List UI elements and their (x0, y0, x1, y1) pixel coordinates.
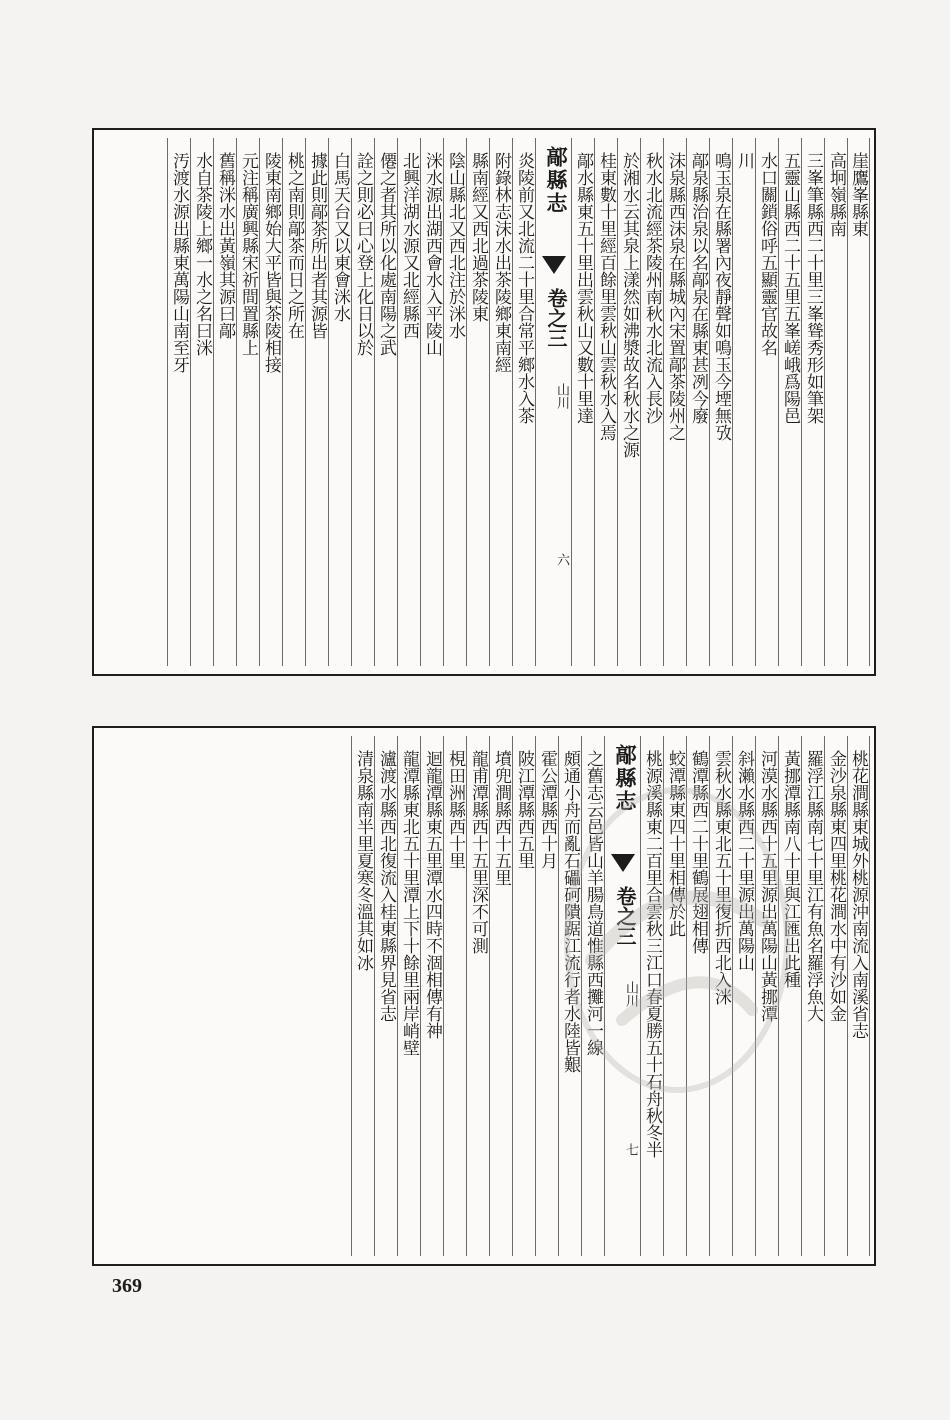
text-column: 三峯筆縣西二十里三峯聳秀形如筆架 (801, 138, 824, 666)
bottom-page-frame (92, 726, 876, 1266)
text-column: 龍甫潭縣西十五里深不可測 (466, 736, 489, 1256)
fishtail-mark-icon (540, 254, 568, 276)
top-page-frame (92, 128, 876, 676)
text-column: 北興洋湖水源又北經縣西 (397, 138, 420, 666)
volume-label: 卷之三 (613, 886, 637, 946)
text-column: 舊稱洣水出黃嶺其源曰鄗 (213, 138, 236, 666)
text-column: 水自茶陵上鄉一水之名曰洣 (190, 138, 213, 666)
text-column: 炎陵前又北流二十里合常平鄉水入茶 (512, 138, 535, 666)
text-column: 崖鷹峯縣東 (847, 138, 870, 666)
text-column: 秋水北流經茶陵州南秋水北流入長沙 (640, 138, 663, 666)
text-column: 桃花澗縣東城外桃源沖南流入南溪省志 (847, 736, 870, 1256)
text-column: 雲秋水縣東北五十里復折西北入洣 (709, 736, 732, 1256)
bottom-text-columns (98, 736, 870, 1256)
text-column: 迴龍潭縣東五里潭水四時不涸相傳有神 (420, 736, 443, 1256)
text-column: 羅浮江縣南七十里江有魚名羅浮魚大 (801, 736, 824, 1256)
text-column: 霍公潭縣西十月 (535, 736, 558, 1256)
text-column: 縣南經又西北過茶陵東 (466, 138, 489, 666)
text-column: 之舊志云邑皆山羊腸鳥道惟縣西攤河一線 (581, 736, 604, 1256)
text-column: 於湘水云其泉上漾然如沸漿故名秋水之源 (617, 138, 640, 666)
text-column: 汚渡水源出縣東萬陽山南至牙 (167, 138, 190, 666)
text-column: 河漠水縣西十五里源出萬陽山黃挪潭 (755, 736, 778, 1256)
book-title: 鄗縣志 (544, 146, 569, 215)
text-column: 桃源溪縣東二百里合雲秋三江口春夏勝五十石舟秋冬半 (640, 736, 663, 1256)
text-column: 斜瀨水縣西二十里源出萬陽山 (732, 736, 755, 1256)
page-number: 369 (112, 1275, 142, 1297)
text-column: 水口關鎖俗呼五顯靈官故名 (755, 138, 778, 666)
text-column: 川 (732, 138, 755, 666)
text-column: 頗通小舟而亂石礧砢隤踞江流行者水陸皆艱 (558, 736, 581, 1256)
text-column: 蛟潭縣東四十里相傳於此 (663, 736, 686, 1256)
text-column: 白馬天台又以東會洣水 (328, 138, 351, 666)
text-column: 鄗水縣東五十里出雲秋山又數十里達 (571, 138, 594, 666)
folio-number: 六 (554, 553, 569, 566)
text-column: 鳴玉泉在縣署內夜靜聲如鳴玉今堙無攷 (709, 138, 732, 666)
section-label: 山川 (623, 981, 638, 1007)
folio-number: 七 (623, 1143, 638, 1156)
center-spine (604, 736, 640, 1256)
text-column: 陵東南鄉始大平皆與茶陵相接 (259, 138, 282, 666)
text-column: 洣水源出湖西會水入平陵山 (420, 138, 443, 666)
center-spine (535, 138, 571, 666)
text-column: 鄗泉縣治泉以名鄗泉在縣東甚冽今廢 (686, 138, 709, 666)
text-column: 附錄林志沫水出茶陵鄉東南經 (489, 138, 512, 666)
text-column: 陂江潭縣西五里 (512, 736, 535, 1256)
text-column: 據此則鄗茶所出者其源皆 (305, 138, 328, 666)
text-column: 五靈山縣西二十五里五峯嵯峨爲陽邑 (778, 138, 801, 666)
text-column: 沫泉縣西沫泉在縣城內宋置鄗茶陵州之 (663, 138, 686, 666)
text-column: 清泉縣南半里夏寒冬溫其如冰 (351, 736, 374, 1256)
text-column: 瀘渡水縣西北復流入桂東縣界見省志 (374, 736, 397, 1256)
text-column: 梘田洲縣西十里 (443, 736, 466, 1256)
text-column: 黃挪潭縣南八十里與江匯出此種 (778, 736, 801, 1256)
text-column: 桂東數十里經百餘里雲秋山雲秋水入焉 (594, 138, 617, 666)
text-column: 鶴潭縣西二十里鶴展翅相傳 (686, 736, 709, 1256)
section-label: 山川 (554, 383, 569, 409)
top-text-columns (98, 138, 870, 666)
fishtail-mark-icon (609, 852, 637, 874)
text-column: 陰山縣北又西北注於洣水 (443, 138, 466, 666)
text-column: 元注稱廣興縣宋祈間置縣上 (236, 138, 259, 666)
text-column: 墳兜澗縣西十五里 (489, 736, 512, 1256)
text-column: 龍潭縣東北五十里潭上下十餘里兩岸峭壁 (397, 736, 420, 1256)
text-column: 僊之者其所以化處南陽之武 (374, 138, 397, 666)
text-column: 桃之南則鄗茶而日之所在 (282, 138, 305, 666)
volume-label: 卷之三 (544, 288, 568, 348)
text-column: 詮之則必曰心登上化日以於 (351, 138, 374, 666)
text-column: 高坰嶺縣南 (824, 138, 847, 666)
text-column: 金沙泉縣東四里桃花澗水中有沙如金 (824, 736, 847, 1256)
book-title: 鄗縣志 (613, 744, 638, 813)
